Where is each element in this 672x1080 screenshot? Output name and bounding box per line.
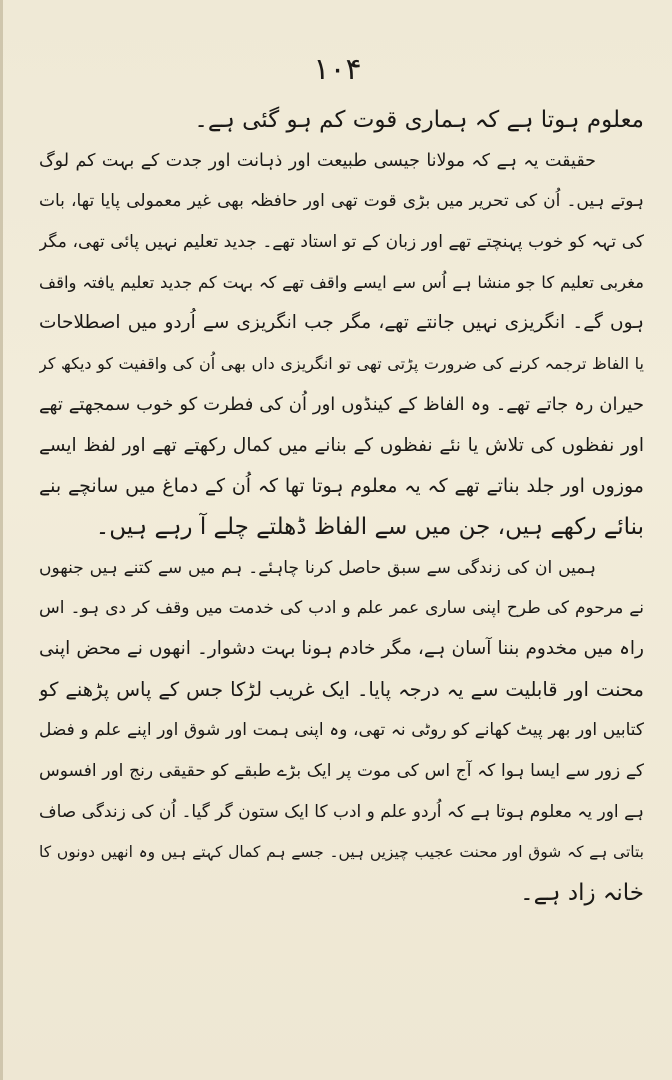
text-line: ہمیں ان کی زندگی سے سبق حاصل کرنا چاہئے۔ ہم میں سے کتنے ہیں جنھوں [39, 557, 596, 578]
text-line: محنت اور قابلیت سے یہ درجہ پایا۔ ایک غریب لڑکا جس کے پاس پڑھنے کو [39, 677, 644, 701]
text-line: ہوتے ہیں۔ اُن کی تحریر میں بڑی قوت تھی اور حافظہ بھی غیر معمولی پایا تھا، بات [39, 191, 644, 212]
text-line: ہوں گے۔ انگریزی نہیں جانتے تھے، مگر جب انگریزی سے اُردو میں اصطلاحات [39, 312, 644, 334]
text-line: حقیقت یہ ہے کہ مولانا جیسی طبیعت اور ذہانت اور جدت کے بہت کم لوگ [39, 150, 596, 171]
text-line: مغربی تعلیم کا جو منشا ہے اُس سے ایسے واقف تھے کہ بہت کم جدید تعلیم یافتہ واقف [39, 272, 644, 292]
text-line: بنائے رکھے ہیں، جن میں سے الفاظ ڈھلتے چلے آ رہے ہیں۔ [95, 513, 644, 540]
text-line: حیران رہ جاتے تھے۔ وہ الفاظ کے کینڈوں اور اُن کی فطرت کو خوب سمجھتے تھے [39, 393, 644, 415]
text-line: کی تہہ کو خوب پہنچتے تھے اور زبان کے تو استاد تھے۔ جدید تعلیم نہیں پائی تھی، مگر [39, 232, 644, 253]
body-text [39, 100, 644, 914]
text-line: معلوم ہوتا ہے کہ ہماری قوت کم ہو گئی ہے۔ [194, 107, 644, 133]
text-line: نے مرحوم کی طرح اپنی ساری عمر علم و ادب کی خدمت میں وقف کر دی ہو۔ اس [39, 598, 644, 619]
text-line: موزوں اور جلد بناتے تھے کہ یہ معلوم ہوتا تھا کہ اُن کے دماغ میں سانچے بنے [39, 475, 644, 498]
text-line: کتابیں اور بھر پیٹ کھانے کو روٹی نہ تھی، وہ اپنی ہمت اور شوق اور اپنے علم و فضل [39, 720, 644, 741]
page-number: ۱۰۴ [313, 52, 362, 87]
text-line: یا الفاظ ترجمہ کرنے کی ضرورت پڑتی تھی تو انگریزی داں بھی اُن کی واقفیت کو دیکھ کر [39, 354, 644, 374]
text-line: بتاتی ہے کہ شوق اور محنت عجیب چیزیں ہیں۔ جسے ہم کمال کہتے ہیں وہ انھیں دونوں کا [39, 843, 644, 862]
text-line: اور نفظوں کی تلاش یا نئے نفظوں کے بنانے میں کمال رکھتے تھے اور لفظ ایسے [39, 434, 644, 456]
text-line: راہ میں مخدوم بننا آسان ہے، مگر خادم ہونا بہت دشوار۔ انھوں نے محض اپنی [39, 637, 644, 659]
text-line: کے زور سے ایسا ہوا کہ آج اس کی موت پر ایک بڑے طبقے کو حقیقی رنج اور افسوس [39, 761, 644, 781]
text-line: ہے اور یہ معلوم ہوتا ہے کہ اُردو علم و ادب کا ایک ستون گر گیا۔ اُن کی زندگی صاف [39, 801, 644, 822]
text-line: خانہ زاد ہے۔ [520, 880, 644, 907]
